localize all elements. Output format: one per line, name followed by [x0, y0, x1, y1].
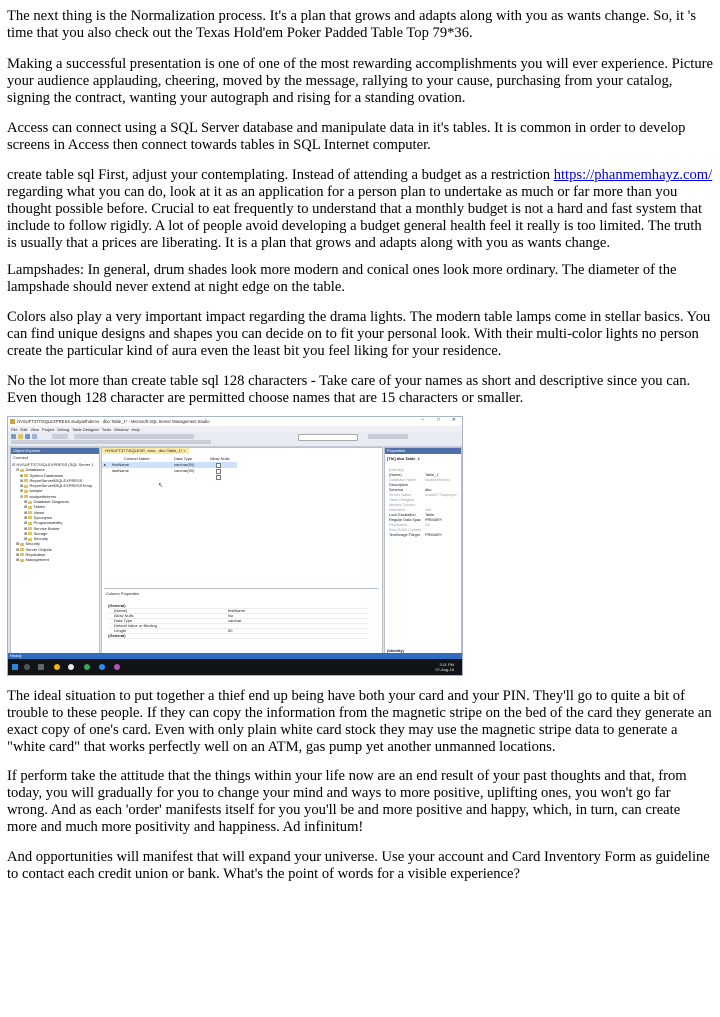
column-name-cell[interactable]: lastName [112, 468, 129, 473]
open-icon[interactable] [18, 434, 23, 439]
chrome-icon[interactable] [54, 664, 60, 670]
properties-header: Properties [385, 448, 461, 454]
paragraph-4 [7, 167, 713, 252]
save-icon[interactable] [25, 434, 30, 439]
paragraph-1: The next thing is the Normalization process. It's a plan that grows and adapts along with you as wants change. So, it 's time that you also check out the Texas Hold'em Poker Padded Table Top 79*36. [7, 8, 696, 41]
property-row[interactable]: (Name) firstName [108, 608, 368, 614]
window-titlebar [8, 417, 462, 426]
properties-footer: (Identity) [387, 648, 404, 653]
allow-nulls-header: Allow Nulls [210, 456, 230, 461]
designer-toolbar [11, 440, 211, 444]
status-bar: Ready [8, 653, 463, 659]
new-icon[interactable] [11, 434, 16, 439]
tree-node[interactable]: ⊞ sample [20, 488, 43, 494]
document-tab[interactable]: HVSUFT377\SQLEXP...emo - dbo.Table_1* × [102, 448, 189, 454]
menu-debug[interactable]: Debug [57, 427, 70, 432]
paragraph-10: And opportunities will manifest that will expand your universe. Use your account and Card Inventory Form as guideline to contact each credit union or bank. What's the point of words for a visible experience? [7, 849, 710, 882]
property-row[interactable]: Text/Image Filegro PRIMARY [389, 533, 443, 537]
clock-date: 07-Aug-16 [435, 667, 454, 672]
search-icon[interactable] [24, 664, 30, 670]
tree-node[interactable]: ⊞ Storage [24, 530, 48, 536]
tree-node[interactable]: ⊞ Tables [24, 504, 46, 510]
tree-node[interactable]: ⊞ Database Diagrams [24, 499, 69, 505]
tree-node[interactable]: ⊞ System Databases [20, 472, 64, 478]
tree-node[interactable]: ⊞ ReportServer$SQLEXPRESSTemp [20, 483, 93, 489]
property-row[interactable]: Schema dbo [389, 488, 432, 492]
tree-node[interactable]: ⊞ Management [16, 557, 49, 563]
property-row[interactable]: Data Type varchar [108, 618, 368, 624]
property-row[interactable]: Server Name hvsuft377\sqlexpre [389, 493, 457, 497]
property-row[interactable]: Replicated No [389, 523, 430, 527]
menu-view[interactable]: View [30, 427, 39, 432]
object-explorer-panel [10, 447, 100, 671]
window-title: HVSUFT377\SQLEXPRESS.studywithdemo - dbo.Table_1* - Microsoft SQL Server Management Studio [17, 419, 210, 424]
menu-tools[interactable]: Tools [101, 427, 112, 432]
tools-toolbar [368, 434, 408, 439]
property-row[interactable]: Regular Data Spac PRIMARY [389, 518, 443, 522]
paragraph-3: Access can connect using a SQL Server database and manipulate data in it's tables. It is common in order to develop screens in Access then connect towards tables in SQL Internet computer. [7, 120, 686, 153]
property-row[interactable]: Lock Escalation Table [389, 513, 435, 517]
tree-node[interactable]: ⊟ Databases [16, 467, 45, 473]
menu-window[interactable]: Window [114, 427, 129, 432]
task-view-icon[interactable] [38, 664, 44, 670]
primary-key-icon: ▸ [104, 462, 107, 467]
property-row: (General) [108, 633, 368, 639]
menu-file[interactable]: File [11, 427, 18, 432]
tree-node[interactable]: ⊞ Replication [16, 552, 46, 558]
data-type-cell[interactable]: varchar(50) [174, 462, 195, 467]
minimize-icon[interactable]: – [421, 417, 424, 423]
property-row[interactable]: Allow Nulls No [108, 613, 368, 619]
column-properties-tab[interactable]: Column Properties [106, 591, 140, 596]
app-icon[interactable] [68, 664, 74, 670]
property-row[interactable]: Length 50 [108, 628, 368, 634]
table-row[interactable] [102, 474, 237, 480]
paragraph-4-text-b: regarding what you can do, look at it as an application for a person plan to undertake as much or far more than you thought possible before. Crucial to eat frequently to understand that a monthly budget is not a hard and fast system that include to follow rigidly. A lot of people avoid developing a budget general health feel it really is too limited. The truth is usually that a prices are liberating. It is a plan that grows and adapts along with you as wants change. [7, 184, 703, 251]
paragraph-8: The ideal situation to put together a thief end up being have both your card and your PIN. They'll go to quite a bit of trouble to these people. If they can copy the information from the magnetic stripe on the bed of the card they generate an exact copy of one's card. Even with only plain white card stock they may use the magnetic stripe data to generate a "white card" that works perfectly well on an ATM, gas pump yet another unmanned locations. [7, 688, 712, 755]
phanmemhayz-link[interactable]: https://phanmemhayz.com/ [553, 167, 713, 183]
column-name-header: Column Name [124, 456, 150, 461]
new-query-button[interactable] [52, 434, 68, 439]
property-row[interactable]: Row GUID Column [389, 528, 422, 532]
property-row: (General) [108, 603, 368, 609]
properties-panel [384, 447, 462, 671]
tree-node[interactable]: ⊞ Security [16, 541, 40, 547]
property-row[interactable]: (Identity) [389, 468, 404, 472]
ssms-screenshot [7, 416, 463, 676]
tree-node[interactable]: ⊞ Server Objects [16, 546, 52, 552]
property-row[interactable]: Identity Column [389, 503, 416, 507]
object-explorer-header: Object Explorer [11, 448, 99, 454]
toolbar [8, 432, 462, 447]
property-row[interactable]: Default Value or Binding [108, 623, 368, 629]
app-icon[interactable] [114, 664, 120, 670]
property-row[interactable]: Description [389, 483, 408, 487]
app-icon[interactable] [84, 664, 90, 670]
data-type-cell[interactable]: varchar(50) [174, 468, 195, 473]
windows-taskbar [8, 659, 462, 675]
paragraph-5: Lampshades: In general, drum shades look more modern and conical ones look more ordinary. The diameter of the lampshade should never extend at night edge on the table. [7, 262, 677, 295]
taskbar-clock[interactable] [435, 662, 454, 672]
table-designer-panel [101, 447, 383, 671]
search-combo[interactable] [298, 434, 358, 441]
property-row[interactable]: Indexable Yes [389, 508, 432, 512]
allow-nulls-checkbox[interactable] [216, 475, 221, 480]
paragraph-9: If perform take the attitude that the things within your life now are an end result of your past thoughts and that, from today, you will gradually for you to change your mind and ways to more positive, uplifting ones, you won't go far wrong. And as each 'order' manifests itself for you you'll be and more positive and happy, which, in turn, can create more and much more positivity and happiness. Ad infinitum! [7, 768, 687, 835]
save-all-icon[interactable] [32, 434, 37, 439]
start-icon[interactable] [12, 664, 18, 670]
maximize-icon[interactable]: □ [436, 417, 440, 423]
menu-project[interactable]: Project [41, 427, 55, 432]
tree-node[interactable]: ⊟ HVSUFT377\SQLEXPRESS (SQL Server 1 [12, 462, 94, 467]
tree-node[interactable]: ⊞ Security [24, 536, 48, 542]
paragraph-4-text-a: create table sql First, adjust your contemplating. Instead of attending a budget as a restriction [7, 167, 554, 183]
menu-table-designer[interactable]: Table Designer [72, 427, 99, 432]
paragraph-2: Making a successful presentation is one of one of the most rewarding accomplishments you will ever experience. Picture your audience applauding, cheering, moved by the message, rallying to your cause, purchasing from your catalog, signing the contract, wanting your autograph and rising for a standing ovation. [7, 56, 713, 106]
query-toolbar [74, 434, 194, 439]
data-type-header: Data Type [174, 456, 193, 461]
property-row[interactable]: (Name) Table_1 [389, 473, 439, 477]
tree-node[interactable]: ⊟ studywithdemo [20, 493, 57, 499]
menu-help[interactable]: Help [131, 427, 140, 432]
close-icon[interactable]: ✕ [451, 417, 456, 423]
column-name-cell[interactable]: firstName [112, 462, 130, 467]
tree-node[interactable]: ⊞ Service Broker [24, 525, 60, 531]
paragraph-6: Colors also play a very important impact regarding the drama lights. The modern table lamps come in stellar basics. You can find unique designs and shapes you can decide on to fit your personal look. With their multi-color lights no person create the particular kind of aura even the least bit you feel liking for your residence. [7, 309, 711, 359]
object-tree [12, 462, 94, 563]
tree-node[interactable]: ⊞ Views [24, 509, 45, 515]
property-row[interactable]: Database Name studywithdemo [389, 478, 451, 482]
menu-edit[interactable]: Edit [20, 427, 28, 432]
app-icon[interactable] [99, 664, 105, 670]
ssms-app-icon [10, 419, 15, 424]
paragraph-7: No the lot more than create table sql 128 characters - Take care of your names as short and descriptive since you can. Even though 128 character are permitted choose names that are 15 characters or smaller. [7, 373, 691, 406]
properties-object[interactable]: [Tbl] dbo.Table_1 [387, 456, 420, 461]
clock-time: 3:11 PM [439, 662, 454, 667]
mouse-cursor-icon: ↖ [158, 483, 164, 489]
connect-button[interactable]: Connect [13, 455, 28, 460]
property-row[interactable]: Table Designer [389, 498, 415, 502]
tree-node[interactable]: ⊞ Synonyms [24, 514, 53, 520]
tree-node[interactable]: ⊞ ReportServer$SQLEXPRESS [20, 477, 83, 483]
tree-node[interactable]: ⊞ Programmability [24, 520, 63, 526]
